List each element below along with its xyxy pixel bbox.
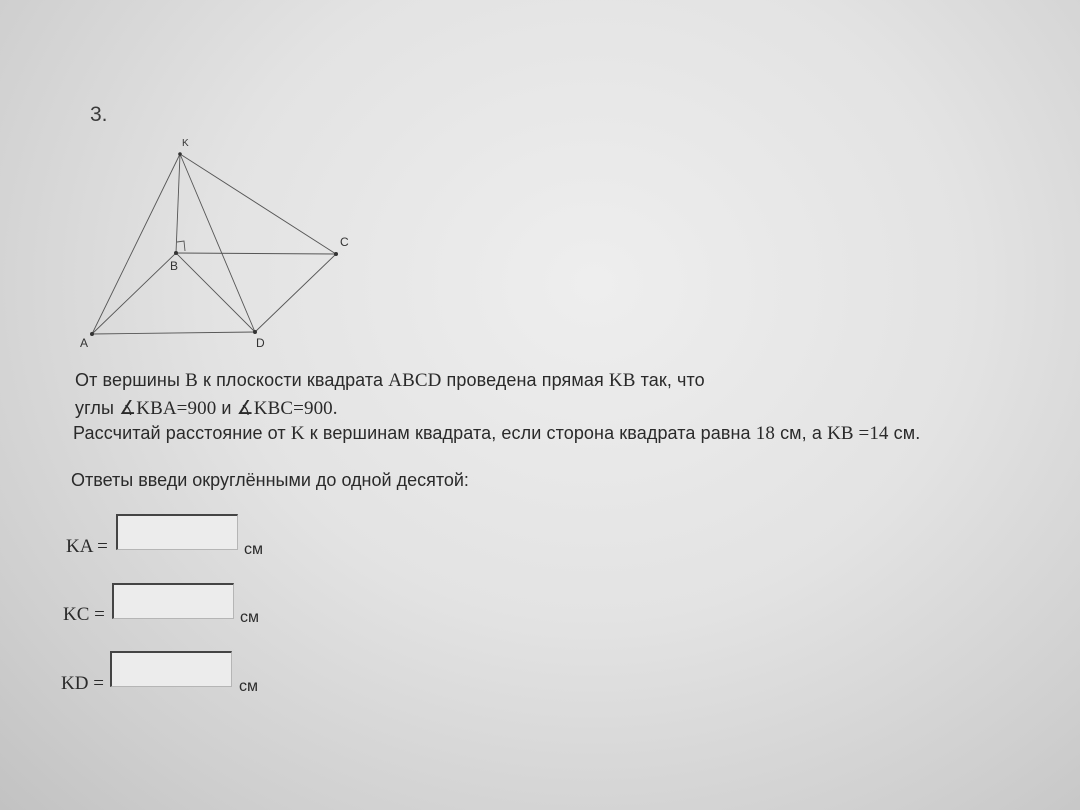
label-b: B — [170, 259, 179, 273]
edge-kc — [180, 154, 336, 254]
side-length: 18 — [755, 423, 775, 444]
answer-input-kd[interactable] — [110, 651, 232, 687]
vertex-ref: B — [185, 370, 198, 391]
answer-label-kd: KD = — [61, 673, 104, 694]
problem-statement-line-3 — [73, 423, 920, 445]
answer-label-kc: KC = — [63, 604, 105, 625]
text-segment: к вершинам квадрата, если сторона квадрата равна — [304, 423, 756, 443]
answer-input-ka[interactable] — [116, 514, 238, 550]
vertex-b — [174, 251, 178, 255]
pyramid-figure — [70, 130, 370, 360]
problem-statement-line-2 — [75, 397, 338, 420]
problem-number: 3. — [90, 103, 108, 126]
angle-kba: ∡KBA=900 — [119, 398, 217, 419]
edge-kd — [180, 154, 255, 332]
text-segment: так, что — [635, 370, 705, 390]
diagonal-bd — [176, 253, 255, 332]
answer-input-kc[interactable] — [112, 583, 234, 619]
edge-ad — [92, 332, 255, 334]
edge-ka — [92, 154, 180, 334]
label-k: K — [182, 138, 189, 149]
edge-kb — [176, 154, 180, 253]
answer-unit-kc: см — [240, 609, 259, 626]
text-segment: см, а — [774, 423, 828, 443]
label-a: A — [80, 336, 89, 350]
angle-kbc: ∡KBC=900. — [236, 398, 338, 419]
text-segment: Рассчитай расстояние от — [73, 423, 291, 443]
text-segment: углы — [75, 398, 120, 418]
label-c: C — [340, 235, 349, 249]
square-ref: ABCD — [388, 370, 442, 391]
text-segment: к плоскости квадрата — [197, 370, 389, 390]
problem-statement-line-1 — [75, 370, 705, 392]
vertex-d — [253, 330, 257, 334]
text-segment: см. — [888, 423, 921, 443]
label-d: D — [256, 336, 265, 350]
vertex-c — [334, 252, 338, 256]
edge-ab — [92, 253, 179, 334]
answer-instruction: Ответы введи округлёнными до одной десятой: — [71, 470, 469, 490]
text-segment: От вершины — [75, 370, 186, 390]
text-segment: проведена прямая — [441, 370, 609, 390]
point-ref: K — [290, 423, 305, 444]
vertex-k — [178, 152, 182, 156]
text-segment: и — [216, 398, 237, 418]
answer-unit-ka: см — [244, 541, 263, 558]
right-angle-mark — [177, 241, 185, 251]
answer-label-ka: KA = — [66, 536, 108, 557]
vertex-a — [90, 332, 94, 336]
kb-length: KB =14 — [827, 423, 889, 444]
edge-cd — [255, 254, 336, 332]
edge-bc — [176, 253, 336, 254]
answer-unit-kd: см — [239, 678, 258, 695]
line-ref: KB — [608, 370, 636, 391]
